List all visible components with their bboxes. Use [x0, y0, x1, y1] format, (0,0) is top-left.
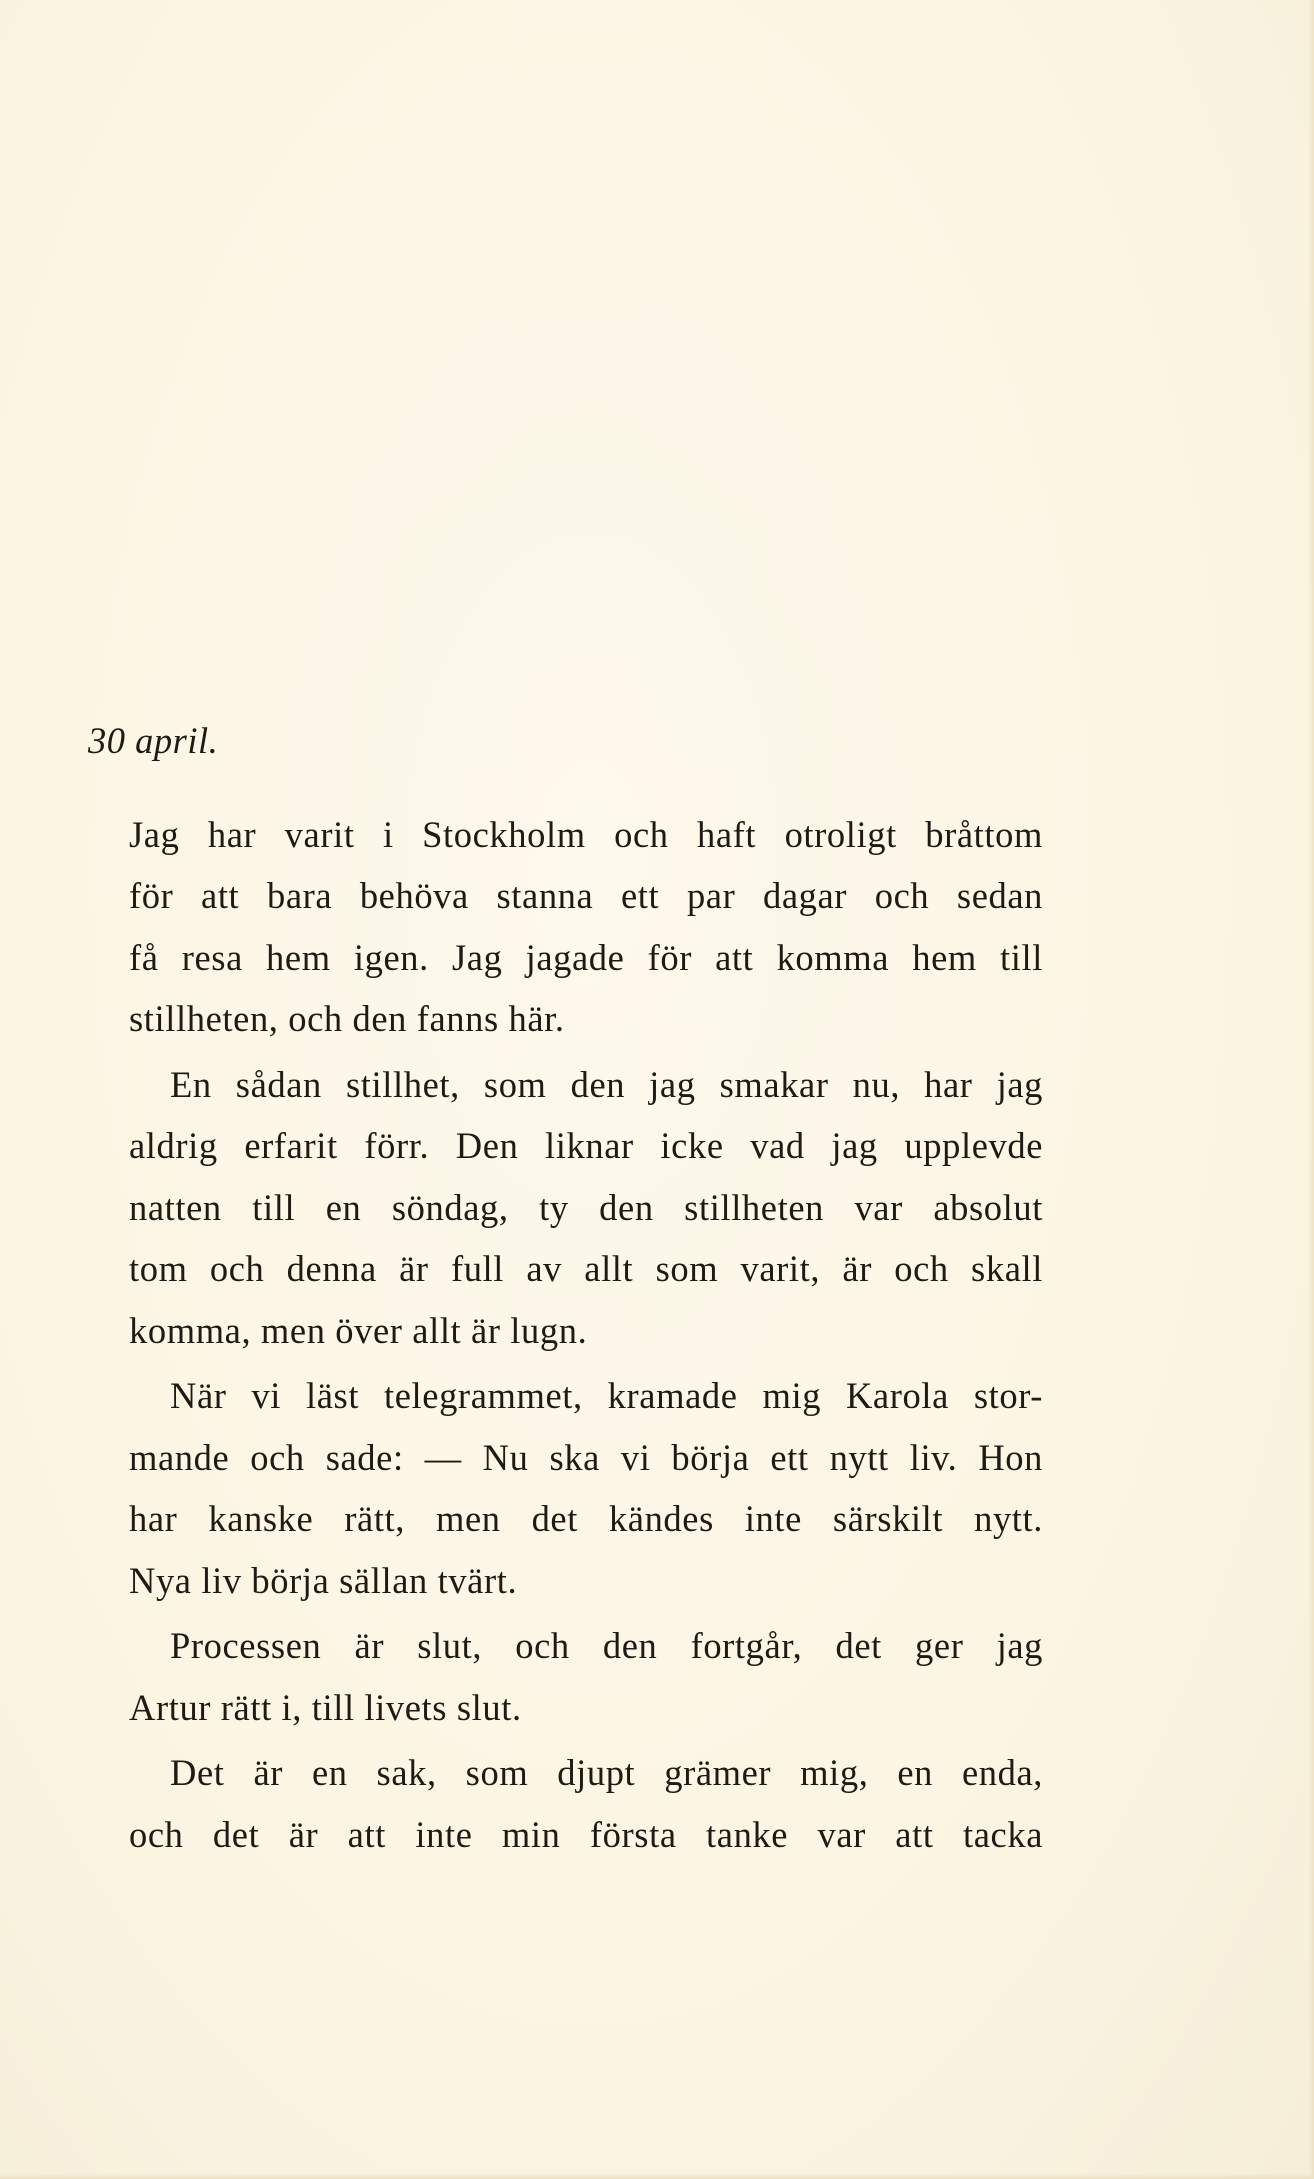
paragraph-4	[88, 1615, 1043, 1738]
text-line: natten till en söndag, ty den stillheten var absolut	[129, 1186, 1043, 1228]
text-line: för att bara behöva stanna ett par dagar och sedan	[129, 875, 1043, 916]
entry-date-heading: 30 april.	[88, 720, 219, 761]
text-line: komma, men över allt är lugn.	[129, 1309, 588, 1351]
text-line: stillheten, och den fanns här.	[129, 998, 565, 1039]
text-line: Jag har varit i Stockholm och haft otroligt bråttom	[129, 813, 1043, 855]
text-line: mande och sade: — Nu ska vi börja ett nytt liv. Hon	[129, 1436, 1043, 1478]
page-edge-shadow-right	[1308, 0, 1314, 2179]
paragraph-2	[88, 1054, 1043, 1362]
text-line: få resa hem igen. Jag jagade för att komma hem till	[129, 936, 1043, 978]
text-line: Det är en sak, som djupt grämer mig, en enda,	[170, 1752, 1043, 1793]
text-line: Artur rätt i, till livets slut.	[129, 1686, 522, 1728]
text-line: Nya liv börja sällan tvärt.	[129, 1559, 518, 1601]
paragraph-5	[88, 1742, 1043, 1865]
paragraph-1	[88, 804, 1043, 1050]
page-edge-shadow-bottom	[0, 2173, 1314, 2179]
text-line: När vi läst telegrammet, kramade mig Karola stor-	[170, 1375, 1043, 1416]
text-line: En sådan stillhet, som den jag smakar nu, har jag	[170, 1063, 1043, 1105]
text-line: tom och denna är full av allt som varit, är och skall	[129, 1248, 1043, 1289]
diary-entry	[88, 710, 1043, 1869]
text-line: har kanske rätt, men det kändes inte särskilt nytt.	[129, 1498, 1043, 1539]
text-line: och det är att inte min första tanke var att tacka	[129, 1813, 1043, 1855]
text-line: Processen är slut, och den fortgår, det ger jag	[170, 1625, 1043, 1666]
paragraph-3	[88, 1365, 1043, 1611]
text-line: aldrig erfarit förr. Den liknar icke vad jag upplevde	[129, 1125, 1043, 1166]
